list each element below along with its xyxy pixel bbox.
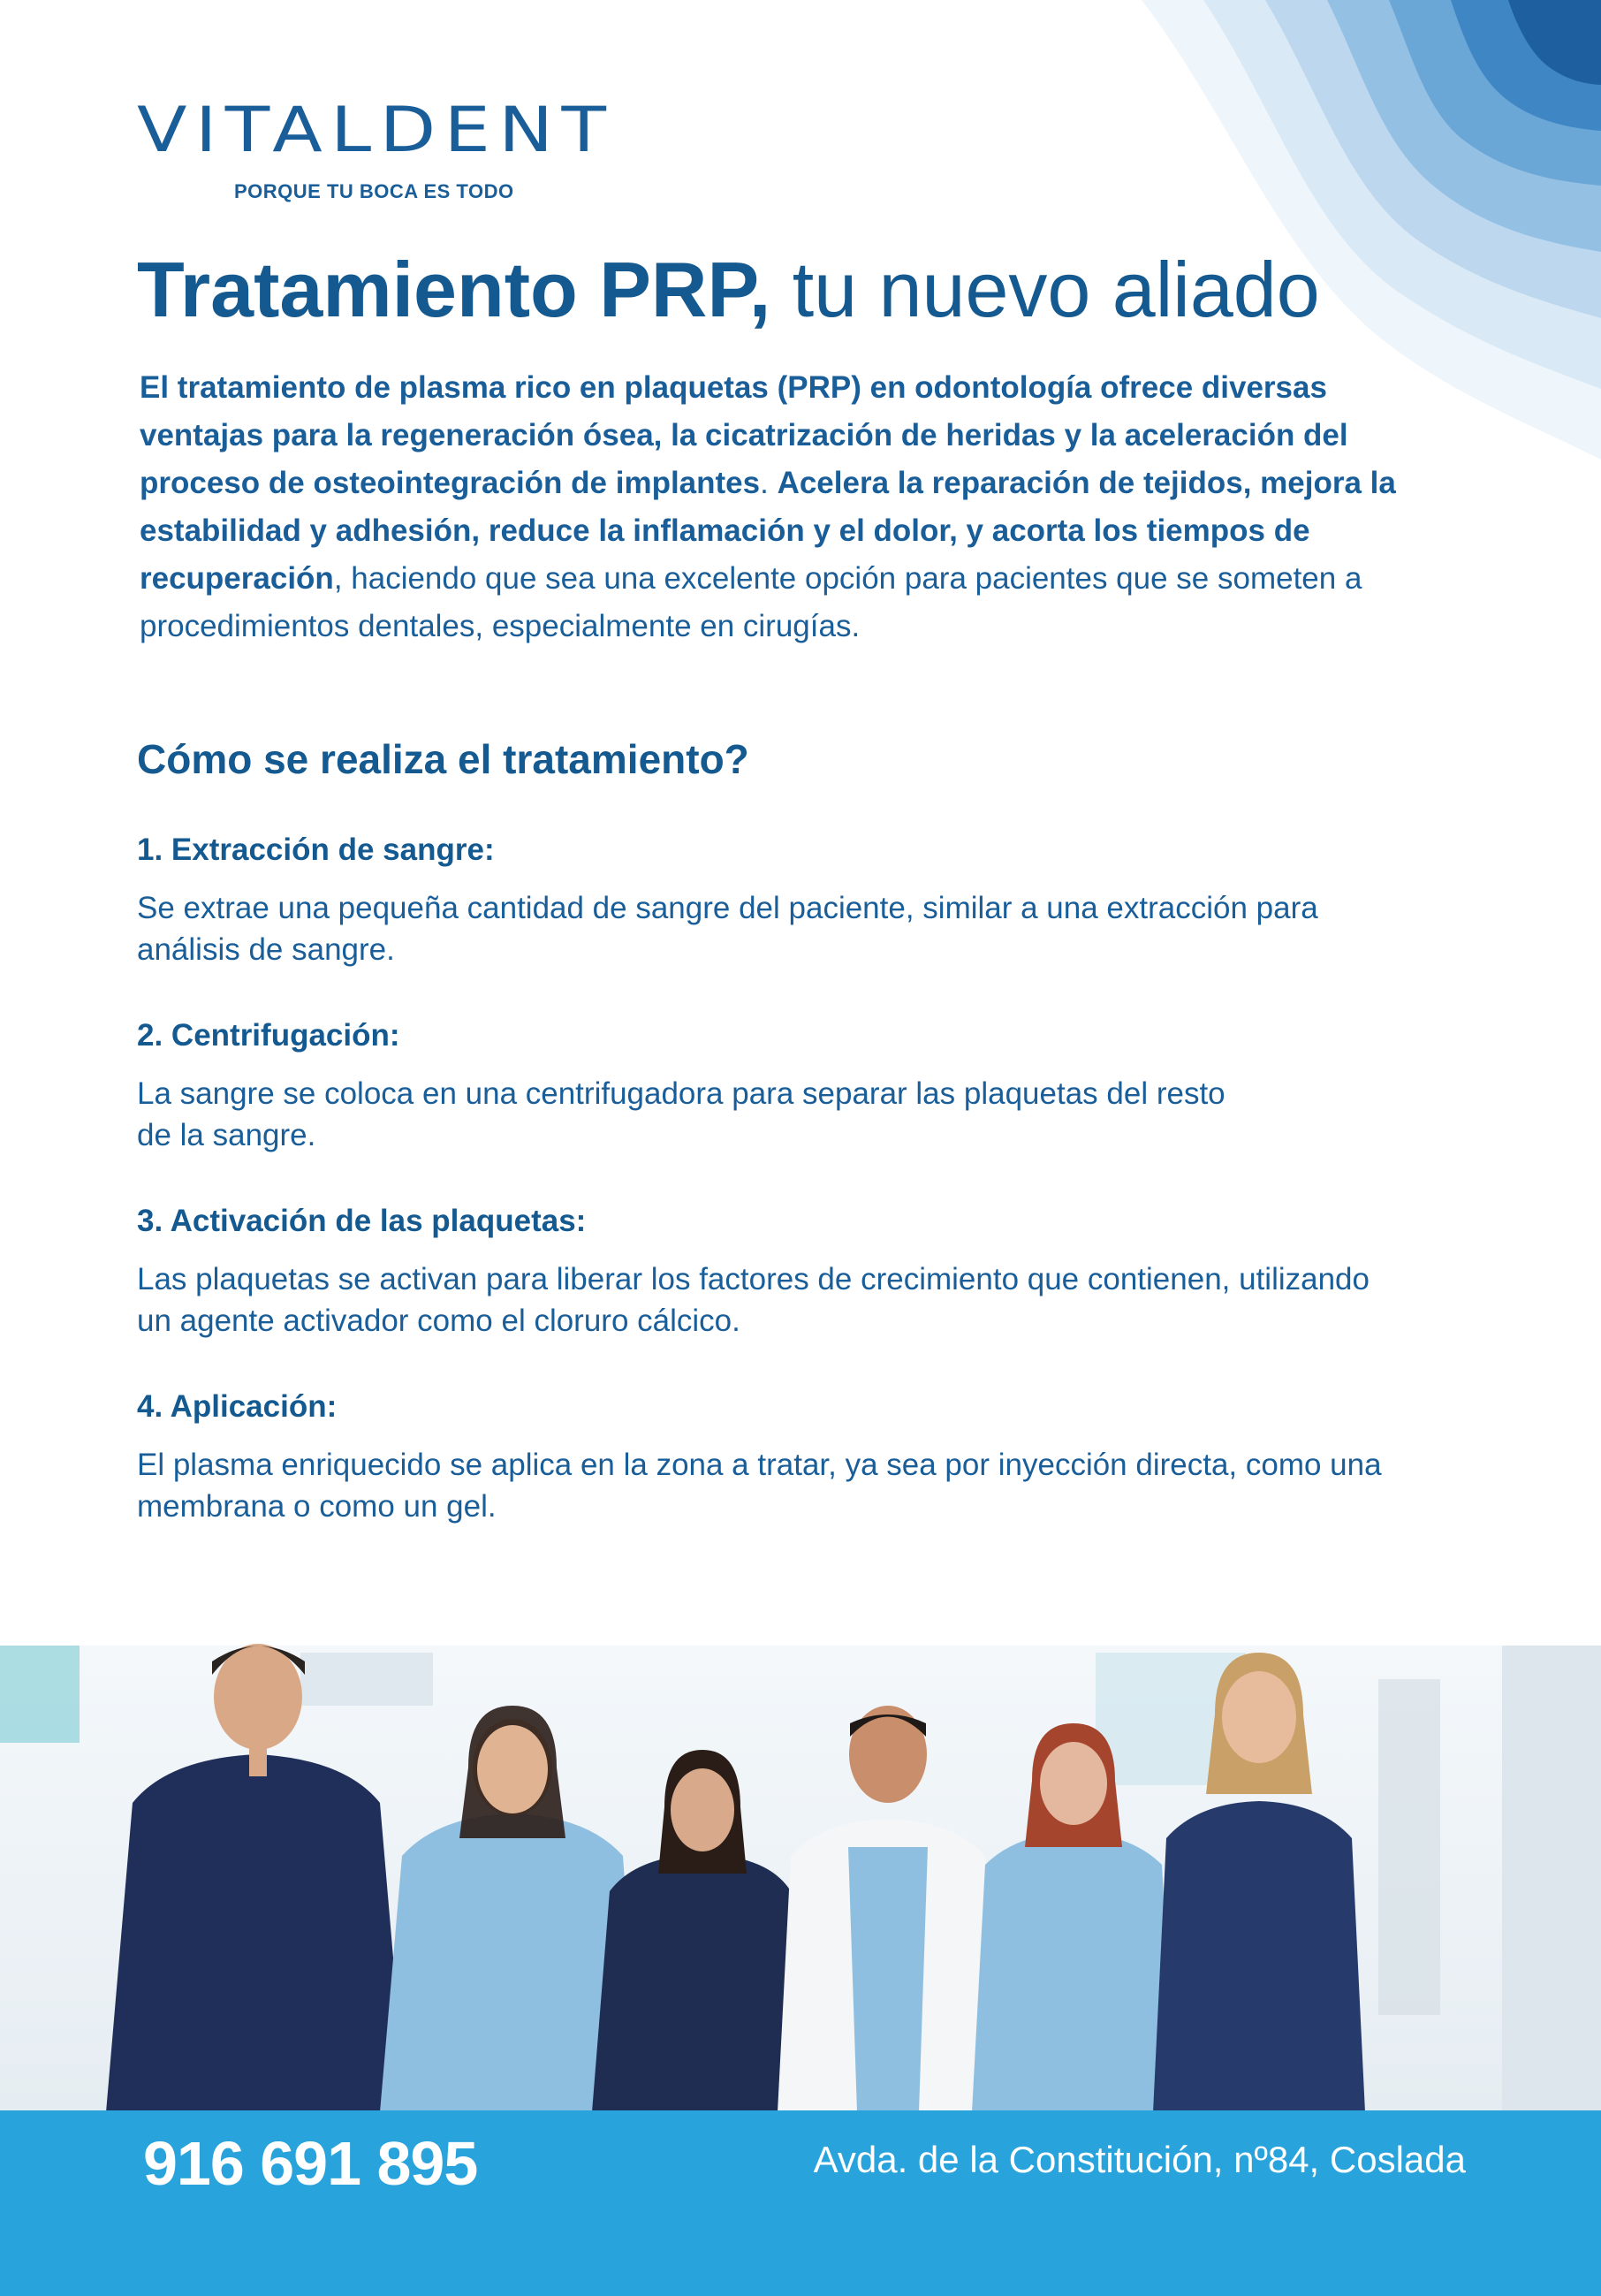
- intro-plain-2: , haciendo que sea una excelente opción para pacientes que se someten a procedimientos dentales, especialmente en cirugías.: [140, 561, 1362, 643]
- step-title: 2. Centrifugación:: [137, 1018, 400, 1053]
- step-item: [137, 1204, 1462, 1342]
- step-item: [137, 1389, 1462, 1527]
- step-title: 4. Aplicación:: [137, 1389, 338, 1424]
- team-photo: [0, 1582, 1601, 2112]
- title-light: tu nuevo aliado: [792, 246, 1320, 333]
- brand-logo: [137, 94, 615, 203]
- address: Avda. de la Constitución, nº84, Coslada: [813, 2139, 1466, 2180]
- phone-number[interactable]: 916 691 895: [143, 2129, 478, 2198]
- page-title: [137, 247, 1320, 333]
- title-bold: Tratamiento PRP,: [137, 246, 771, 333]
- step-text: Las plaquetas se activan para liberar los factores de crecimiento que contienen, utilizando un agente activador como el cloruro cálcico.: [137, 1262, 1370, 1338]
- step-text: Se extrae una pequeña cantidad de sangre del paciente, similar a una extracción para análisis de sangre.: [137, 891, 1318, 967]
- steps-list: [137, 832, 1462, 1575]
- brand-tagline: PORQUE TU BOCA ES TODO: [234, 180, 514, 202]
- intro-bold-1: El tratamiento de plasma rico en plaquetas (PRP) en odontología ofrece diversas ventajas para la regeneración ósea, la cicatrización de heridas y la aceleración del proceso de osteointegración de implantes: [140, 370, 1348, 500]
- intro-bold-2: Acelera la reparación de tejidos, mejora la estabilidad y adhesión, reduce la inflamación y el dolor, y acorta los tiempos de recuperación: [140, 466, 1396, 596]
- step-item: [137, 832, 1462, 970]
- step-text: El plasma enriquecido se aplica en la zona a tratar, ya sea por inyección directa, como una membrana o como un gel.: [137, 1448, 1382, 1524]
- intro-plain-1: .: [760, 466, 778, 500]
- step-text: La sangre se coloca en una centrifugadora para separar las plaquetas del resto de la sangre.: [137, 1076, 1225, 1152]
- section-heading: Cómo se realiza el tratamiento?: [137, 736, 749, 782]
- brand-name: VITALDENT: [137, 94, 615, 166]
- intro-paragraph: [140, 364, 1412, 650]
- step-title: 1. Extracción de sangre:: [137, 832, 495, 867]
- step-item: [137, 1018, 1462, 1156]
- step-title: 3. Activación de las plaquetas:: [137, 1204, 587, 1238]
